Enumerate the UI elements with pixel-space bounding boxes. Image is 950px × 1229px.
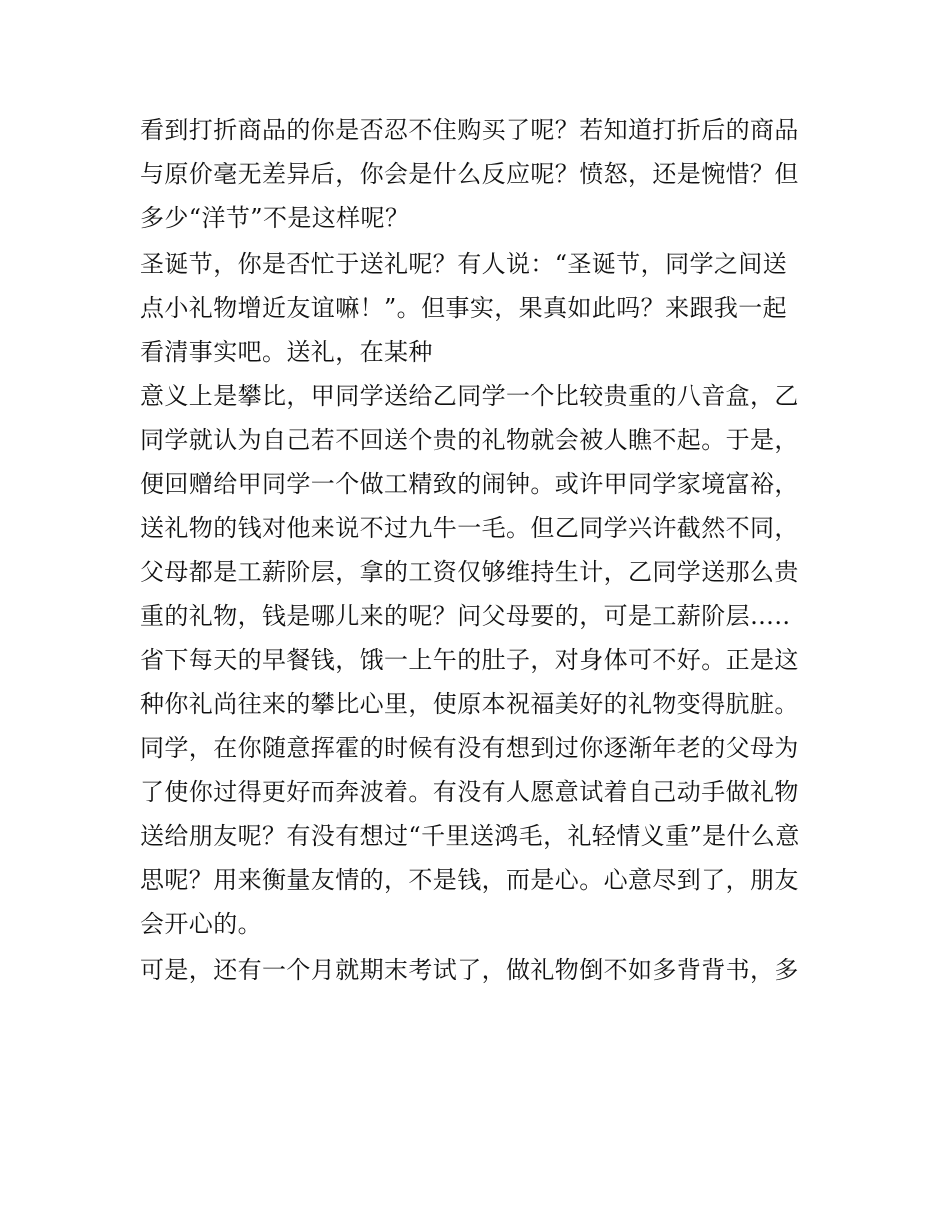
- text-line: 了使你过得更好而奔波着。有没有人愿意试着自己动手做礼物: [140, 778, 799, 806]
- text-line: 省下每天的早餐钱，饿一上午的肚子，对身体可不好。正是这: [140, 646, 799, 674]
- essay-text: [140, 108, 810, 992]
- text-line: 种你礼尚往来的攀比心里，使原本祝福美好的礼物变得肮脏。: [140, 690, 799, 718]
- text-line: 看到打折商品的你是否忍不住购买了呢？若知道打折后的商品: [140, 116, 799, 144]
- text-line: 可是，还有一个月就期末考试了，做礼物倒不如多背背书，多: [140, 956, 799, 984]
- text-line: 思呢？用来衡量友情的，不是钱，而是心。心意尽到了，朋友: [140, 866, 799, 894]
- text-line: 便回赠给甲同学一个做工精致的闹钟。或许甲同学家境富裕，: [140, 470, 799, 498]
- text-line: 圣诞节，你是否忙于送礼呢？有人说：“圣诞节，同学之间送: [140, 250, 788, 278]
- text-line: 意义上是攀比，甲同学送给乙同学一个比较贵重的八音盒，乙: [140, 382, 799, 410]
- text-line: 会开心的。: [140, 910, 262, 938]
- text-line: 与原价毫无差异后，你会是什么反应呢？愤怒，还是惋惜？但: [140, 160, 799, 188]
- text-line: 同学就认为自己若不回送个贵的礼物就会被人瞧不起。于是，: [140, 426, 799, 454]
- text-line: 重的礼物，钱是哪儿来的呢？问父母要的，可是工薪阶层…..: [140, 602, 791, 630]
- text-line: 送给朋友呢？有没有想过“千里送鸿毛，礼轻情义重”是什么意: [140, 822, 800, 850]
- text-line: 送礼物的钱对他来说不过九牛一毛。但乙同学兴许截然不同，: [140, 514, 799, 542]
- text-line: 看清事实吧。送礼，在某种: [140, 338, 433, 366]
- text-line: 同学，在你随意挥霍的时候有没有想到过你逐渐年老的父母为: [140, 734, 799, 762]
- text-line: 父母都是工薪阶层，拿的工资仅够维持生计，乙同学送那么贵: [140, 558, 799, 586]
- text-line: 点小礼物增近友谊嘛！”。但事实，果真如此吗？来跟我一起: [140, 294, 788, 322]
- text-line: 多少“洋节”不是这样呢？: [140, 204, 410, 232]
